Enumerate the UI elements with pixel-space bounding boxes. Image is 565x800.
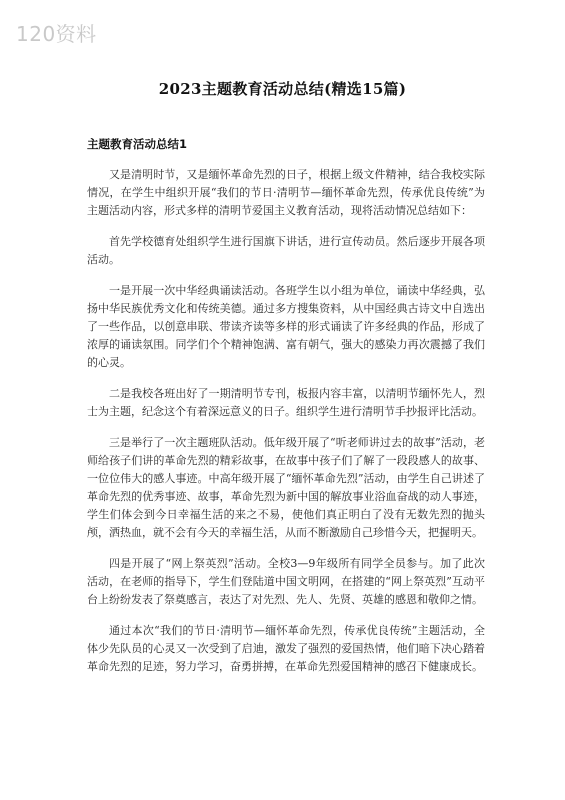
paragraph: 首先学校德育处组织学生进行国旗下讲话，进行宣传动员。然后逐步开展各项活动。 bbox=[87, 235, 485, 266]
paragraph: 二是我校各班出好了一期清明节专刊，板报内容丰富，以清明节缅怀先人，烈士为主题，纪念这个有着深远意义的日子。组织学生进行清明节手抄报评比活动。 bbox=[87, 387, 485, 418]
paragraph: 四是开展了“网上祭英烈”活动。全校3—9年级所有同学全员参与。加了此次活动，在老师的指导下，学生们登陆道中国文明网，在搭建的“网上祭英烈”互动平台上纷纷发表了祭奠感言，表达了对先烈、先人、先贤、英雄的感恩和敬仰之情。 bbox=[87, 557, 485, 606]
paragraph: 又是清明时节，又是缅怀革命先烈的日子，根据上级文件精神，结合我校实际情况，在学生中组织开展“我们的节日·清明节—缅怀革命先烈，传承优良传统”为主题活动内容，形式多样的清明节爱国主义教育活动，现将活动情况总结如下： bbox=[87, 168, 485, 217]
document-title: 2023主题教育活动总结(精选15篇) bbox=[158, 80, 407, 98]
section-heading: 主题教育活动总结1 bbox=[87, 137, 188, 151]
paragraph: 一是开展一次中华经典诵读活动。各班学生以小组为单位，诵读中华经典，弘扬中华民族优秀文化和传统美德。通过多方搜集资料，从中国经典古诗文中自选出了一些作品，以创意串联、带读齐读等多样的形式诵读了许多经典的作品，形成了浓厚的诵读氛围。同学们个个精神饱满、富有朝气，强大的感染力再次震撼了我们的心灵。 bbox=[87, 284, 485, 369]
document-body bbox=[87, 166, 485, 689]
paragraph: 通过本次“我们的节日·清明节—缅怀革命先烈，传承优良传统”主题活动，全体少先队员的心灵又一次受到了启迪，激发了强烈的爱国热情，他们暗下决心踏着革命先烈的足迹，努力学习，奋勇拼搏，在革命先烈爱国精神的感召下健康成长。 bbox=[87, 624, 485, 673]
paragraph: 三是举行了一次主题班队活动。低年级开展了“听老师讲过去的故事”活动，老师给孩子们讲的革命先烈的精彩故事，在故事中孩子们了解了一段段感人的故事、一位位伟大的感人事迹。中高年级开展了“缅怀革命先烈”活动，由学生自己讲述了革命先烈的优秀事迹、故事，革命先烈为新中国的解放事业浴血奋战的动人事迹，学生们体会到今日幸福生活的来之不易，使他们真正明白了没有无数先烈的抛头颅，洒热血，就不会有今天的幸福生活，从而不断激励自己珍惜今天，把握明天。 bbox=[87, 436, 485, 539]
watermark: 120资料 bbox=[16, 22, 97, 46]
